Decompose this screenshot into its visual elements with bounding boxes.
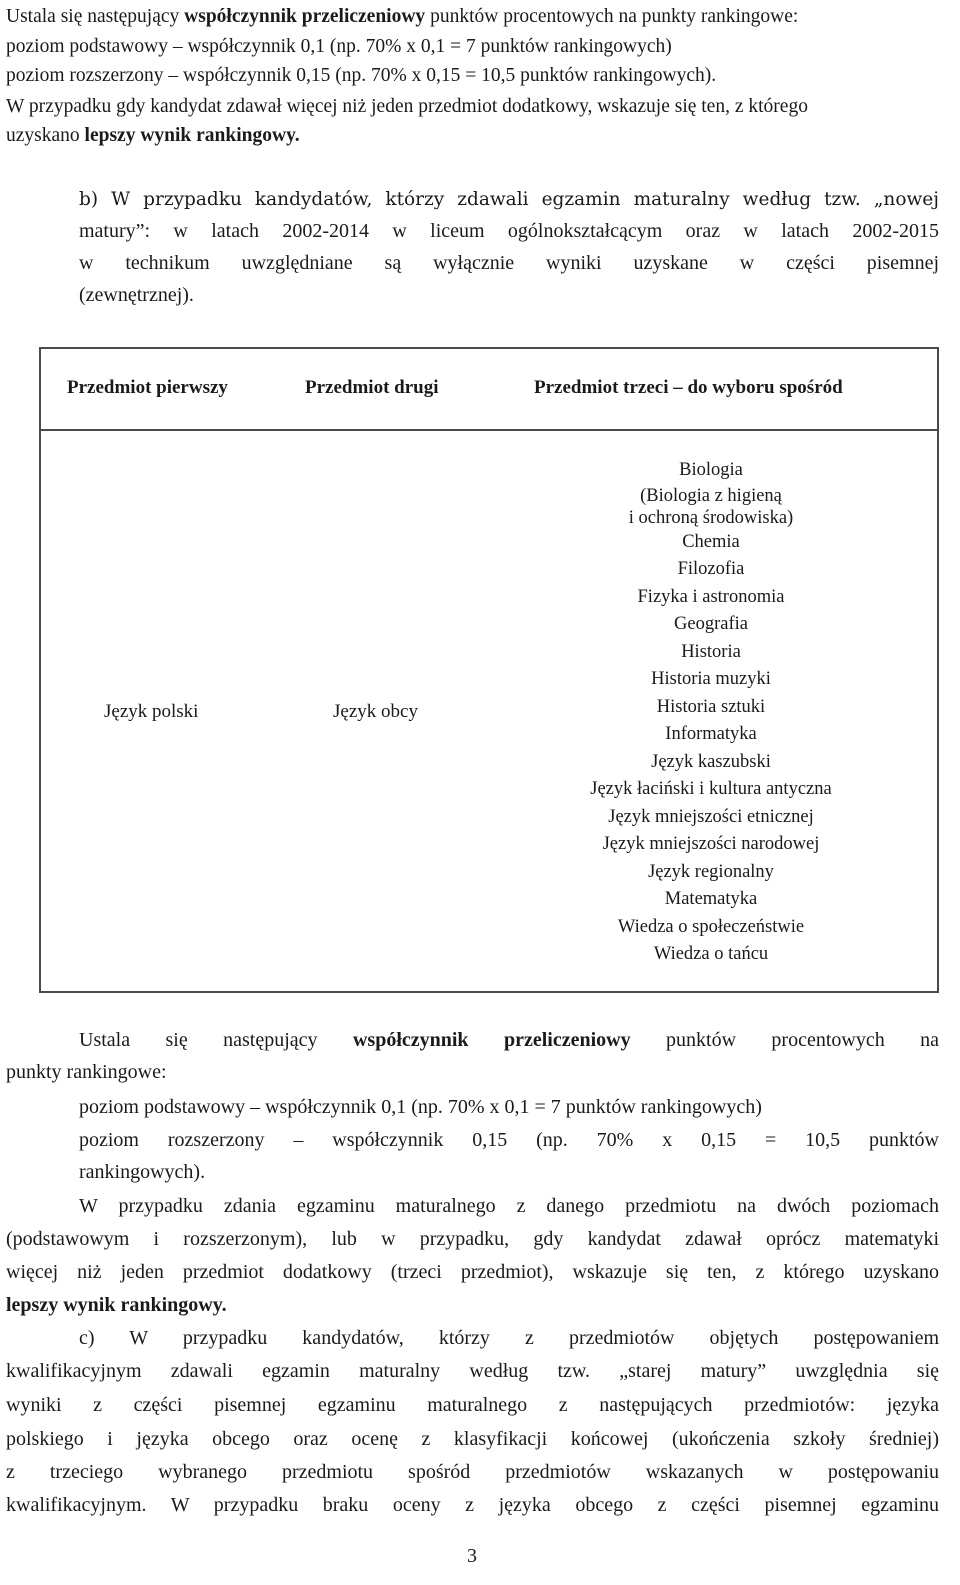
list-item: Język mniejszości etnicznej xyxy=(608,806,814,827)
bottom-line-14: z trzeciego wybranego przedmiotu spośród przedmiotów wskazanych w postępowaniu xyxy=(6,1461,939,1483)
top-line-5 xyxy=(6,123,300,149)
list-item: Chemia xyxy=(682,531,740,552)
list-item: Historia xyxy=(681,641,741,662)
table-header xyxy=(41,349,937,431)
bold-text: lepszy wynik rankingowy. xyxy=(84,125,300,146)
section-b-line-3: w technikum uwzględniane są wyłącznie wyniki uzyskane w części pisemnej xyxy=(79,252,939,274)
bold-text: współczynnik przeliczeniowy xyxy=(352,1029,631,1051)
list-item: Informatyka xyxy=(665,724,757,744)
page-number: 3 xyxy=(467,1545,477,1567)
list-item: Język regionalny xyxy=(648,861,774,882)
list-item: i ochroną środowiska) xyxy=(628,507,794,528)
list-item: Język mniejszości narodowej xyxy=(602,834,820,854)
text: uzyskano xyxy=(6,125,85,146)
top-line-4: W przypadku gdy kandydat zdawał więcej niż jeden przedmiot dodatkowy, wskazuje się ten, z którego xyxy=(6,96,808,117)
bold-text: współczynnik przeliczeniowy xyxy=(184,6,426,27)
text: punktów procentowych na punkty rankingowe: xyxy=(425,6,799,27)
bottom-line-1 xyxy=(79,1027,939,1053)
bottom-line-11: kwalifikacyjnym zdawali egzamin maturalny według tzw. „starej matury” uwzględnia się xyxy=(6,1360,939,1382)
text: Ustala się następujący xyxy=(79,1029,353,1051)
subjects-table xyxy=(39,347,939,993)
bottom-line-6: W przypadku zdania egzaminu maturalnego z danego przedmiotu na dwóch poziomach xyxy=(79,1195,939,1217)
list-item: Język kaszubski xyxy=(651,751,771,772)
list-item: Historia muzyki xyxy=(651,669,771,689)
bottom-line-5: rankingowych). xyxy=(79,1161,206,1183)
text: punktów procentowych na xyxy=(630,1029,940,1051)
bottom-line-4: poziom rozszerzony – współczynnik 0,15 (np. 70% x 0,15 = 10,5 punktów xyxy=(79,1129,939,1151)
bottom-line-2: punkty rankingowe: xyxy=(6,1061,167,1083)
bottom-line-15: kwalifikacyjnym. W przypadku braku oceny z języka obcego z części pisemnej egzaminu xyxy=(6,1494,939,1516)
section-b-line-4: (zewnętrznej). xyxy=(79,284,194,306)
section-b-line-2: matury”: w latach 2002-2014 w liceum ogólnokształcącym oraz w latach 2002-2015 xyxy=(79,220,939,242)
list-item: Fizyka i astronomia xyxy=(637,586,785,607)
list-item: Biologia xyxy=(679,460,743,480)
header-first-subject: Przedmiot pierwszy xyxy=(67,377,228,398)
list-item: Historia sztuki xyxy=(656,696,766,717)
header-third-subject: Przedmiot trzeci – do wyboru spośród xyxy=(534,377,843,398)
list-item: Matematyka xyxy=(664,889,758,909)
third-subject-list xyxy=(531,457,891,969)
bottom-line-12: wyniki z części pisemnej egzaminu maturalnego z następujących przedmiotów: języka xyxy=(6,1394,939,1416)
section-b-line-1: b) W przypadku kandydatów, którzy zdawali egzamin maturalny według tzw. „nowej xyxy=(79,189,939,210)
text: Ustala się następujący xyxy=(6,6,185,27)
top-line-3: poziom rozszerzony – współczynnik 0,15 (np. 70% x 0,15 = 10,5 punktów rankingowych). xyxy=(6,65,717,86)
list-item: Wiedza o społeczeństwie xyxy=(617,916,805,937)
bottom-line-9: lepszy wynik rankingowy. xyxy=(6,1294,227,1316)
bottom-line-10: c) W przypadku kandydatów, którzy z przedmiotów objętych postępowaniem xyxy=(79,1327,939,1349)
bottom-line-7: (podstawowym i rozszerzonym), lub w przypadku, gdy kandydat zdawał oprócz matematyki xyxy=(6,1228,939,1250)
top-line-2: poziom podstawowy – współczynnik 0,1 (np. 70% x 0,1 = 7 punktów rankingowych) xyxy=(6,36,672,57)
cell-second-subject: Język obcy xyxy=(333,701,418,722)
bottom-line-3: poziom podstawowy – współczynnik 0,1 (np. 70% x 0,1 = 7 punktów rankingowych) xyxy=(79,1096,762,1118)
top-line-1 xyxy=(6,4,798,30)
bottom-line-13: polskiego i języka obcego oraz ocenę z klasyfikacji końcowej (ukończenia szkoły średniej) xyxy=(6,1428,939,1450)
list-item: Wiedza o tańcu xyxy=(653,944,769,964)
list-item: (Biologia z higieną xyxy=(640,485,782,506)
list-item: Język łaciński i kultura antyczna xyxy=(590,779,832,799)
list-item: Filozofia xyxy=(677,559,745,579)
header-second-subject: Przedmiot drugi xyxy=(305,377,439,398)
list-item: Geografia xyxy=(674,614,748,634)
bottom-line-8: więcej niż jeden przedmiot dodatkowy (trzeci przedmiot), wskazuje się ten, z którego uzyskano xyxy=(6,1261,939,1283)
cell-first-subject: Język polski xyxy=(104,701,199,722)
